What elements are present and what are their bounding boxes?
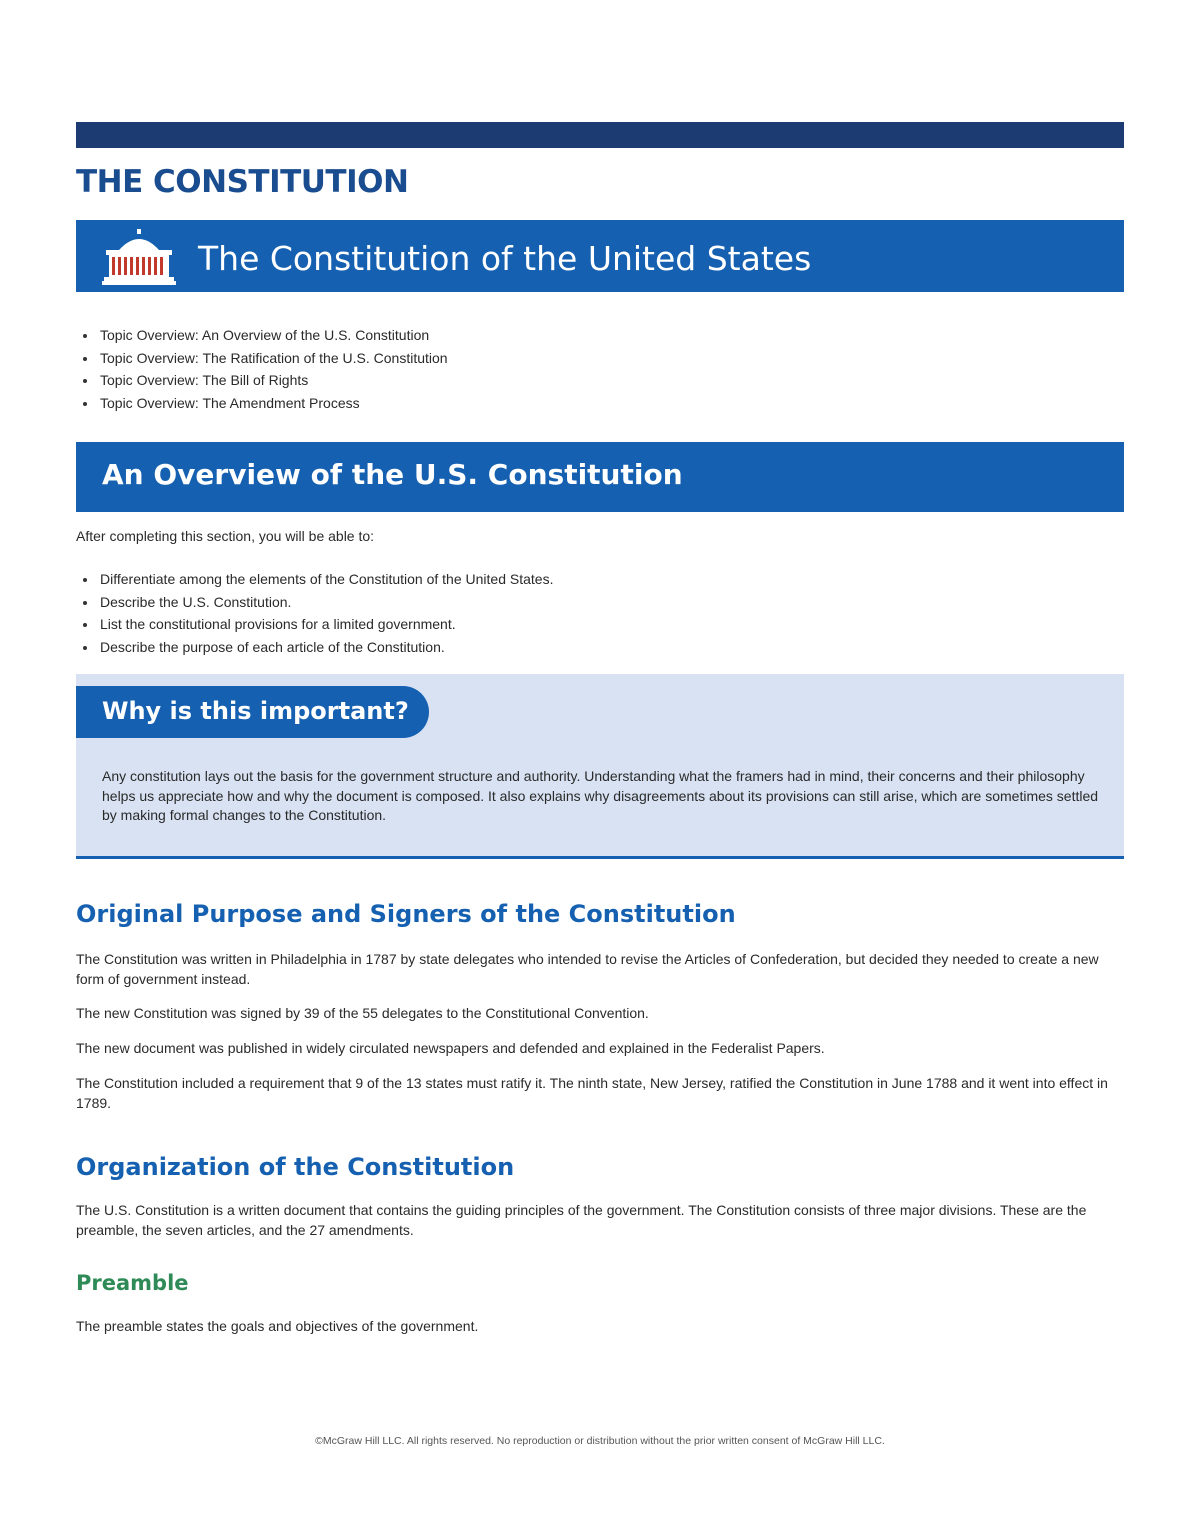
why-important-text: Any constitution lays out the basis for the government structure and authority. Understanding what the framers had in mind, their concerns and their philosophy helps us appreciate how and why the document is composed. It also explains why disagreements about its provisions can still arise, which are sometimes settled by making formal changes to the Constitution. — [102, 768, 1099, 823]
banner-title: The Constitution of the United States — [198, 239, 812, 278]
section-intro: After completing this section, you will be able to: — [76, 528, 375, 544]
objective-item: List the constitutional provisions for a limited government. — [76, 613, 553, 636]
topic-item: Topic Overview: The Bill of Rights — [76, 369, 448, 392]
section-banner — [76, 442, 1124, 512]
preamble-heading: Preamble — [76, 1271, 189, 1295]
objectives-list — [76, 568, 553, 659]
paragraph: The U.S. Constitution is a written document that contains the guiding principles of the government. The Constitution consists of three major divisions. These are the preamble, the seven articles, and the 27 amendments. — [76, 1202, 1087, 1238]
section-title: An Overview of the U.S. Constitution — [102, 458, 683, 491]
paragraph: The preamble states the goals and objectives of the government. — [76, 1318, 479, 1334]
original-purpose-heading: Original Purpose and Signers of the Constitution — [76, 900, 736, 928]
why-important-box — [76, 674, 1124, 859]
topic-item: Topic Overview: An Overview of the U.S. Constitution — [76, 324, 448, 347]
copyright-footer: ©McGraw Hill LLC. All rights reserved. No reproduction or distribution without the prior written consent of McGraw Hill LLC. — [315, 1435, 885, 1447]
topic-item: Topic Overview: The Ratification of the U.S. Constitution — [76, 347, 448, 370]
objective-item: Describe the purpose of each article of the Constitution. — [76, 636, 553, 659]
why-important-pill — [76, 686, 429, 738]
document-banner — [76, 220, 1124, 292]
topic-list — [76, 324, 448, 415]
objective-item: Describe the U.S. Constitution. — [76, 591, 553, 614]
paragraph: The new document was published in widely circulated newspapers and defended and explained in the Federalist Papers. — [76, 1040, 825, 1056]
document-title: THE CONSTITUTION — [76, 164, 409, 200]
paragraph: The Constitution was written in Philadelphia in 1787 by state delegates who intended to revise the Articles of Confederation, but decided they needed to create a new form of government instead. — [76, 951, 1099, 987]
top-rule — [76, 122, 1124, 148]
organization-heading: Organization of the Constitution — [76, 1153, 515, 1181]
paragraph: The Constitution included a requirement that 9 of the 13 states must ratify it. The ninth state, New Jersey, ratified the Constitution in June 1788 and it went into effect in 1789. — [76, 1075, 1108, 1111]
objective-item: Differentiate among the elements of the Constitution of the United States. — [76, 568, 553, 591]
paragraph: The new Constitution was signed by 39 of the 55 delegates to the Constitutional Convention. — [76, 1005, 649, 1021]
topic-item: Topic Overview: The Amendment Process — [76, 392, 448, 415]
capitol-dome-icon — [100, 228, 178, 286]
why-important-title: Why is this important? — [102, 697, 409, 725]
